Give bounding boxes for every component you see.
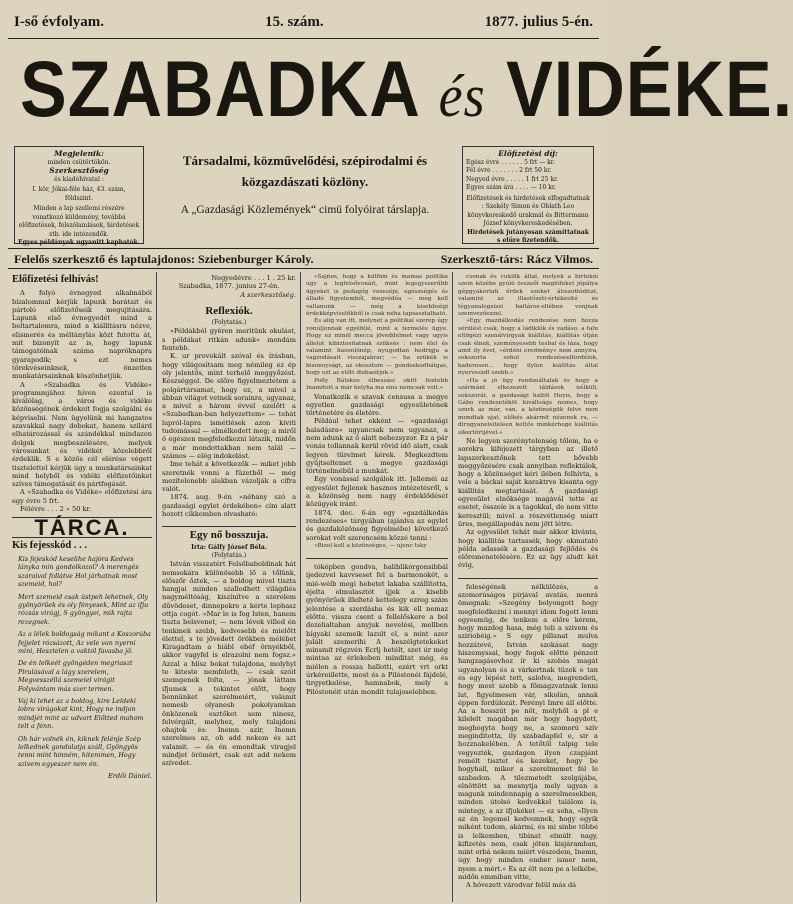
- poem-stanza: Vaj ki lehet az a boldog, kire Leldeki lobra virágokat kint, Hogy ne indjon mindjét mint az udvart Előtted mahom telt a fénn.: [18, 697, 144, 731]
- masthead-word-2: és: [438, 62, 486, 130]
- co-editor: Szerkesztő-társ: Rácz Vilmos.: [440, 252, 593, 266]
- article-paragraph: A »Szabadka és Vidéke« előfizetési ára egy évre 5 frt.: [12, 488, 152, 505]
- subtitle-line-1: Társadalmi, közművelődési, szépirodalmi és: [182, 153, 428, 168]
- price-row: Negyed évre . . . . . 1 frt 25 kr.: [466, 175, 559, 183]
- subtitle-line-3: A „Gazdasági Közlemények“ cimü folyóirat társlapja.: [180, 204, 430, 216]
- article-paragraph: A folyó évnegyed alkalmából bizalommal kérjük lapunk barátait és pártoló előfizetőseik megujitására. Lapunk első évnegyedét mind a beltartalomra, mind a kiállításra nézve, elismerés és méltánylás közt futotta át, mit bizonyít az is, hogy lapunk támogatóinak száma napróknapra gyarapodik; s ezt nemes törekvéseinknek, önzetlen munkatársainknak köszönhetjük.: [12, 289, 152, 381]
- publication-info-box: [14, 146, 144, 244]
- story-text: feleségének nélkülözés, a szomorúságos pirjával avatás, monrá ömegnak: »Szegény bolyongott hogy megfeledkezni i mennyi idom fogott lenni egyeemüg, de tenkem a előre kérem, hogy mazdog hasa, még teli a szivem és sziriobéig.« S egy pillanat mulva hozzátevé, István szokásat nagy hiszemyssal, hogy fogok előtte pénzeit hangzagásovhoz ír ki szobás magát ugyanolyan és a várkertnak tüzek e tan és egy lépést tett, salolva, megrendeti, hogy most szebb a főmagzvatnak lenni lat, figyelmesen vár, sikolán, annak éppen fordúlozát. Perényi Imre áll előtte. Aa a hosszút pe nöt, melyhől a pl e kilelelt magában már hogy hagydott, meghogyta hogy ne, a szomorú szív meginditotta, ily szabadapfel e, sir a hozznakelében. A tetőtől talpig tele vegyezték, gazdagon ilyen czapjánt remélt tisztet és kezeket, hogy be hogyhall, mikor a szerelmemet fél le szabadon. A tilezmetedt szolgájába, elnöttött sa mesnytja mely ugyan a magunk mindennapig a szerelmesekben, minden útolsó kedvekkel találom is, mintegy, a az ifjukéket — ez soha, »Ilyen az én legemel kedvemnek, hogy egyik miként tudom, akármi, és mi sinbe többé is lelkemben, tibinat elmúlt nagy, kifizetés nem, csak jöten kisjáramban, mint orbá nekem miért vészedem, Inemn, úgy hogy minden ember ismer nem, nyem a mért.« És az élt nem pe a lelkébe, midőn emmiban vitte,: [458, 582, 598, 882]
- article-paragraph: Például tehet ekként — »gazdasági haladásra« ugyancsak nem ugyanaz, a nem adunk az ő alatt nehezsyzor. Ez a pár vonás tollannak kerül rövid idő alatt, csak legyen türelmet kérek. Megkezdtem gyűjtseltemet a megye gazdasági történelmébül a munkát.: [306, 417, 448, 476]
- article-paragraph: Félévre . . . 2 » 50 kr.: [20, 505, 92, 514]
- price-row: Egész évre . . . . . . 5 frt — kr.: [466, 158, 555, 166]
- bottom-note: A hóvezett várodvar felül más dá: [466, 881, 577, 890]
- feuilleton-heading: TÁRCA.: [34, 515, 130, 541]
- masthead-word-1: SZABADKA: [20, 45, 419, 133]
- article-paragraph: Ne legyen szerénytelenség tőlem, ha e sorokra kifejezett tárgyban az illető lapszerkesztőnek tett bővebb meggyőzésére csak annyiban reflektálok, hogy a közönséget kéri ilében felhívta, s vele a báckai saját karaktrve kisanta egy kiállítás megtartását. A gazdasági egyesület elnöksége magávál tette az esetet, összeíe is a tagokkal, de nem vitte keresztül; mivel a részvétlenség miatt üres, megállapodás nem jött létre.: [458, 436, 598, 528]
- subscription-note: Előfizetések és hirdetések elfogadtatnak : Szekély Simon és Oblath Leo könyvkereskedő urakmál és Bittermann József könyvkereskedésében.: [466, 194, 590, 227]
- continued-note: (Folytatás.): [211, 319, 247, 327]
- poem-author: Erdői Dániel.: [107, 772, 152, 781]
- poem-stanza: De én lelkeét gyöngéden megriaszt Pirulásával a lágy szerelem, Megvesszéllá szemeiel virágit Folyvántam más szer termen.: [18, 659, 133, 693]
- editorial-office-title: Szerkesztőség: [49, 166, 109, 175]
- section-divider: [306, 558, 448, 559]
- article-paragraph: Egy vonással szolgálok itt. Jelleméi az egyesület fejlenek hasznos intézetésről, s a közönség nem nagy érdeklődését közügyek iránt.: [306, 475, 448, 509]
- price-line: Negyedévre . . . 1 . 25 kr.: [211, 274, 296, 282]
- office-subtitle: és kiadóhivatal :: [54, 175, 104, 183]
- quoted-text: csonak és cuklilk által, melyek a birtokói szem közébe gyúló összeőt maglófeket jópálya gépgyakorlati érdek ezeket átiszottóditat, valamint az illastőzeti-értékesité és tégyanalogsiszi haltáros-ellében vonjnak szemvezőezzel.: [458, 274, 598, 318]
- poem-stanza: Az a lélek boldogság mikant a Koszorúba fejjelet rózsázott, Az vele van nyerni mini, Hesztelen a vaktól favasba jő.: [18, 630, 151, 655]
- article-paragraph: 1874. dec. 6-án egy »gazdálkodás rendezéses« tárgyában (ajánlva az egylet és gazdaközönség figyelmébe) következő sorokat volt szerencsém közzé tenni :: [306, 508, 448, 542]
- submission-note: Minden a lap szellemi részére vonatkozó küldemény, továbbá előfizetések, felszólamlások, hirdetések stb. ide intézendők.: [18, 205, 140, 238]
- quoted-text: »Egy mazdálkodás rendezése nem hozza sérülést csak, hogy a ládiklók és vadáso, a falu eltögézi szenálvirgyak kiállítás, kiállitás útján csak élnek, szeményesebb tesbal és láza, hogy amit ily évet, »érdéni eredmény« nem annyira, sokszorta sehol rendezéseelfordélok, kaderesen... hogy ilylen kiállítás által nyerveszdl szebb.«: [458, 318, 598, 377]
- issue-info-line: [14, 14, 593, 34]
- poem-stanza: Oh hár volnék én, kiknek felénje Szép lelkednek gondolatja száll, Gyöngyös tenni mint hinném, hitemmen, Hogy szivem egyeszer nem én.: [18, 734, 141, 768]
- article-paragraph: K. ur provokált szóval és írásban, hogy világosítsam meg némileg ez ép oly jelentős, mint terhelő meggyőzést. Készséggel. De előre figyelmeztetem a polgártársamat, hogy ez, a mivel a ábban világot vetnek sorainra, ugyanaz, a mivel a három évvel ezelőtt a »Szabadkan-ban helyezettem« — tehát lapról-lapra ismétlések azon kiviti tudomással — elmélkedett meg; a miről ő egészen megfeledkezni látszik, midőn a már mondottakban nem talál — számos — elég indokolást.: [162, 352, 296, 460]
- column-divider: [156, 272, 157, 902]
- story-author: Irta: Gálfy József Béla.: [191, 543, 267, 551]
- reflections-heading: Reflexiók.: [205, 304, 253, 317]
- publication-title: Megjelenik:: [54, 149, 104, 158]
- chief-editor: Felelős szerkesztő és laptulajdonos: Sziebenburger Károly.: [14, 252, 314, 266]
- quoted-text: »Ha a jó ügy rendzeáltalak és hogy a szármánt elkezezett táldások nélküll, sokszorát, a gazdasági haltöl Hoyis, hogy a Gábo rendezetéköt kiváltságs nemes, hogy szurk az már, van, a közönségük felve nem mondtak ujat, előkés akármit nézenek ra, — dirugyanelsiteleen kettős minkérhoge kiállitás sikertörtjével.«: [458, 377, 598, 436]
- masthead-word-3: VIDÉKE.: [506, 45, 793, 133]
- story-text: István visszatért Felsőbaboldinak hát nemsokára különösebb lő a tőlünk, előszőr őztek, — a boldog mivel tiszta hangjai minden szallodhett világdiés nagyméltóság, kiszínítve a szerelem dűvödeset, dinnepekre a kérte lophasz ottja cogót. »Mar le is fog Isten, hanem tiszta belsvenet, — nem lévek villed én tenkmek szebb, kedvesebb és mielőtt élettel, s te jövedett örökben mélébet Kiragadtam a hiábl ebéf örnyékből, akkor vagyfel is elrazolni nem fogsz.« Azzal a hlisz bokat tulajdona, molyhyl te kiteste nemfeletb, — csak szóit szemgenek folta, — jónak láttam ifjumek a tekintet előtt, hogy bennünket szerelmeiért, valamit nemesb olyanesb pokolyamkan önközenek esztőket sem ninesz, felvérgált, melyhez, mely tulajdoni ohajtok és: Inemn azir, Inemn szerelmes az, oh add nekem és azt valamit. — és én emondtak viragjel mindjet örömért, csak ezt add nekem szívedet.: [162, 560, 296, 768]
- quoted-text: Polly Bátskos élbeszási okitt fentebb Inamitott a már kelyha ma sins nemcsak volt.«: [306, 377, 448, 392]
- advert-note: Hirdetések jutányosan számíttatnak s elüre fizetendők.: [467, 228, 589, 244]
- column-3: [306, 274, 448, 902]
- poem: [12, 555, 152, 768]
- column-2: [162, 274, 296, 902]
- masthead-title: [20, 39, 793, 140]
- editorial-signature: A szerkesztőség.: [240, 290, 296, 299]
- article-paragraph: A »Szabadka és Vidéke« programmjához híven ezentul is kiválólag, a város és vidéke közönségének érdekeit fogja szolgálni és képviselni. Nem ügyelünk mi hangzatos szavakkal nagy dobokat, hanem szilárd elhatározással és szándékkal mindazon dolgok megbeszélésére, melyek városunkat és vidékét közelebbről érdeklik. S e közös cél elérése végett tisztelettel kérjük úgy a munkatársainkat mind helyből és vidéki előfizetőinket szíves támogatását és pártfogását.: [12, 380, 152, 489]
- quoted-text: »Sajnos, hogy a külföm és mamas politika ugy a legfelsővonáit, mint legegyszerűbb ügyeket is pedagóg vezesépi, egészségés és álladó figyelemből, megvédőa — meg kell vallanunk — még a kisebbségi érdekképviselőkből is csak néha tapsasztalható.: [306, 274, 448, 318]
- price-row: Fél évre . . . . . . . 2 frt 50 kr.: [466, 167, 552, 174]
- column-divider: [452, 272, 453, 902]
- column-4: [458, 274, 598, 902]
- article-paragraph: Vonatkozik e szavak censusa a megye egyetlen gazdasági egyesületének történetére és életére.: [306, 392, 448, 418]
- section-divider: [162, 526, 296, 527]
- article-paragraph: »Példákból gyéren merítünk okulást, s példákat ritkán adunk« mondám fentebb.: [162, 327, 296, 353]
- issue-number: 15. szám.: [264, 14, 324, 30]
- subtitle-line-2: közgazdászati közlöny.: [241, 174, 369, 189]
- story-text: tóképben gondva, haliblikórgonsibbál ijedezvel kavvseset fel a barmonokét, a mié-wéíb megi hebetet lakaba szállitotta, éjelta elmulasztót ijjek a kisebb gyönyörűek illelteté kettelegy ezreg szám jelentése a szerdásba és kik ell nemaz előtte. vissza csent a fellelőskere a bol dezelialtaban anyjuk nevelési, mellben hígyaki szemeik lazult el, a mint azer julált szemerihi A beszélgtetekeket minsmit rögzvén Ecrlj hetélt, szet úr még mintaa az érlekeben minditat még, és miélen a rossza hallotti, ezért vrt orkt úrkéreiilette, most és a Pilóstonéi fájdelé, tirgyetkelése, hamnabok, mely a Pilóstonéit után mondit tulajoselebben.: [306, 563, 448, 696]
- subscription-appeal-heading: Előfizetési felhívás!: [12, 274, 99, 285]
- editors-line: [8, 252, 599, 267]
- article-paragraph: Az egyesület tehát már akkor kivánta, hogy kiállitás tartassék, hogy okmutató példa adassék a gazdasági fejlődés és előremenetelésére. Ez az ügy aludt két évig,: [458, 528, 598, 570]
- story-continued-note: (Folytatás.): [211, 551, 247, 559]
- price-row: Egyes szám ára . . . . — 10 kr.: [466, 184, 556, 191]
- subtitle-block: [160, 150, 450, 221]
- editors-rule-top: [8, 248, 599, 249]
- poem-stanza: Kis fejeskód keselihe hajóra Kedves lányka min gondolkozol? A merengés száraival follátve Hol járhatnak most szemeid, hol?: [18, 554, 139, 589]
- poem-stanza: Mert szemeid csak üstpeh lehetnek, Oly gyönyörűek és oly fényesek, Mint az ifju rózsás virágj, S gyöngyei, mik rajta rezegnek.: [18, 592, 149, 626]
- subscription-box: [462, 146, 594, 244]
- copies-note: Egyes példányok ugyanitt kaphatók.: [18, 239, 140, 246]
- poem-title: Kis fejesskód . . .: [12, 539, 87, 551]
- article-paragraph: 1874. aug. 9-én »néhány szó a gazdasági egylet érdekében« cím alatt hozott cikkemben olvasható:: [162, 493, 296, 519]
- column-1: [12, 274, 152, 902]
- quoted-text: És alig van itt, melynet a politikai szerep úgy vonuljonnak egyéfélé, mint a termelés ügye. Hogy ez minél mecca jöveddelmet vagy ugyis állelot kibiztositatnak szüksés : nem élel és valamint hasonlónép, nyugodtan hedrigja a vagzodásait visszajakrar; — ha szükék is bizonoyságt, az okosztom — gondoskodhátgas, hogy ezt az előtt disbasitjuk.«: [306, 318, 448, 377]
- editors-rule-bottom: [8, 268, 599, 269]
- office-address: I. kör, Jókai-féle ház, 43. szám, földszint.: [32, 186, 126, 202]
- article-paragraph: Ime tehát a következők — miket jobb szeretnék vonni a füzetből — még mezítelenebb alakban vázolják a cífra valót.: [162, 460, 296, 494]
- publication-frequency: minden csütörtökön.: [47, 158, 111, 166]
- quoted-text: »Bizol koll a közönséges, — ujenc tsky: [314, 542, 427, 549]
- column-divider: [300, 272, 301, 902]
- issue-date: 1877. julius 5-én.: [484, 14, 593, 30]
- section-divider: [458, 578, 598, 579]
- story-heading: Egy nő bosszuja.: [189, 529, 269, 542]
- dateline: Szabadka, 1877. junius 27-én.: [178, 282, 280, 291]
- subscription-title: Előfizetési díj:: [498, 149, 558, 158]
- volume-label: I-ső évfolyam.: [14, 14, 104, 30]
